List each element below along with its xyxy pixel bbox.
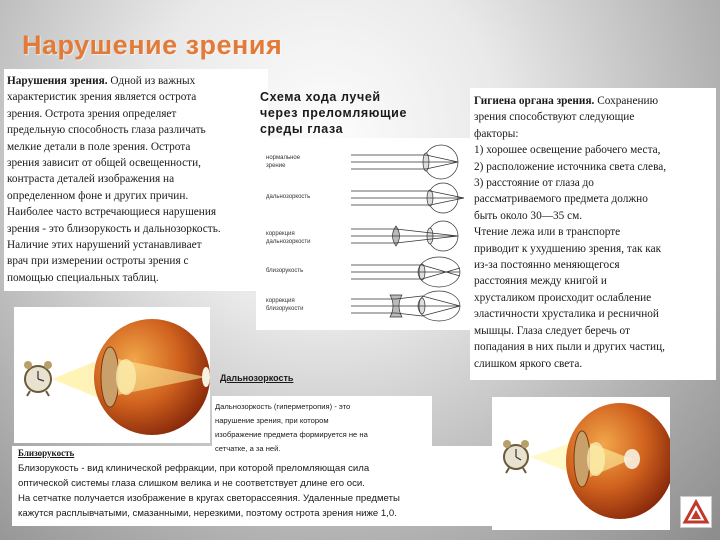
hyperopia-eye-illustration <box>14 307 210 443</box>
text-line: рассматриваемого предмета должно <box>474 193 648 206</box>
schema-title-line: Схема хода лучей <box>260 90 381 104</box>
text-line: эластичности хрусталика и ресничной <box>474 308 659 321</box>
text-line: помощью специальных таблиц. <box>7 271 159 284</box>
text-line: зрения способствуют следующие <box>474 111 635 124</box>
text-line: характеристик зрения является острота <box>7 91 197 104</box>
text-line: слишком яркого света. <box>474 357 583 370</box>
text-line: из-за постоянно меняющегося <box>474 259 620 272</box>
row-label-hyperopia: дальнозоркость <box>266 194 311 200</box>
row-label-myopia-correction-line2: близорукости <box>266 306 304 312</box>
row-label-hyperopia-correction-line2: дальнозоркости <box>266 239 311 245</box>
schema-title-line: через преломляющие <box>260 106 408 120</box>
text-line: мышцы. Глаза следует беречь от <box>474 324 630 337</box>
hyperopia-heading: Дальнозоркость <box>220 373 294 383</box>
triangle-arrow-up-icon <box>681 497 711 527</box>
vision-impairment-text <box>7 73 269 286</box>
text-line: На сетчатке получается изображение в кругах светорассеяния. Удаленные предметы <box>18 493 400 504</box>
eye-hygiene-text <box>474 93 714 372</box>
eye-hygiene-heading: Гигиена органа зрения. <box>474 95 595 107</box>
text-line: оптической системы глаза слишком велика и не соответствует длине его оси. <box>18 478 365 489</box>
text-line: контраста деталей изображения на <box>7 173 175 186</box>
text-line: предельную способность глаза различать <box>7 124 206 137</box>
row-label-myopia-correction-line1: коррекция <box>266 298 295 304</box>
text-line: Наиболее часто встречающиеся нарушения <box>7 206 217 219</box>
text-line: Дальнозоркость (гиперметропия) - это <box>215 402 351 411</box>
text-line: 1) хорошее освещение рабочего места, <box>474 144 661 157</box>
hyperopia-text <box>215 400 430 456</box>
text-line: 3) расстояние от глаза до <box>474 177 594 190</box>
text-line: расстояния между книгой и <box>474 275 607 288</box>
schema-title <box>260 89 450 137</box>
text-line: быть около 30—35 см. <box>474 209 583 222</box>
text-line: Сохранению <box>594 95 659 107</box>
text-line: приводит к ухудшению зрения, так как <box>474 242 662 255</box>
text-line: кажутся расплывчатыми, смазанными, нерезкими, поэтому острота зрения ниже 1,0. <box>18 508 397 519</box>
row-label-hyperopia-correction-line1: коррекция <box>266 231 295 237</box>
text-line: попадания в них пыли и других частиц, <box>474 341 665 354</box>
text-line: изображение предмета формируется не на <box>215 430 368 439</box>
row-label-normal-line2: зрение <box>266 163 286 169</box>
text-line: мелкие детали в поле зрения. Острота <box>7 140 191 153</box>
text-line: определенном фоне и других причин. <box>7 189 189 202</box>
eye-normal <box>351 145 458 179</box>
text-line: Чтение лежа или в транспорте <box>474 226 621 239</box>
text-line: врач при измерении остроты зрения с <box>7 255 189 268</box>
nav-up-button[interactable] <box>680 496 712 528</box>
text-line: Близорукость - вид клинической рефракции, при которой преломляющая сила <box>18 463 370 474</box>
text-line: 2) расположение источника света слева, <box>474 160 667 173</box>
text-line: сетчатке, а за ней. <box>215 444 281 453</box>
eye-hyperopia <box>351 183 464 213</box>
text-line: нарушение зрения, при котором <box>215 416 329 425</box>
eye-hyperopia-correction <box>351 221 458 251</box>
myopia-heading: Близорукость <box>18 448 75 458</box>
row-label-myopia: близорукость <box>266 268 304 274</box>
ray-path-diagram <box>256 138 470 330</box>
schema-title-line: среды глаза <box>260 122 344 136</box>
text-line: зрения - это близорукость и дальнозоркость. <box>7 222 221 235</box>
eye-myopia-correction <box>351 291 460 321</box>
text-line: Наличие этих нарушений устанавливает <box>7 239 202 252</box>
text-line: зрения зависит от общей освещенности, <box>7 157 201 170</box>
myopia-eye-illustration <box>492 397 670 530</box>
text-line: факторы: <box>474 127 519 140</box>
text-line: зрения. Острота зрения определяет <box>7 107 177 120</box>
myopia-text <box>18 461 508 521</box>
text-line: хрусталиком происходит ослабление <box>474 291 652 304</box>
slide-title: Нарушение зрения <box>22 30 283 60</box>
text-line: Одной из важных <box>107 75 196 87</box>
vision-impairment-heading: Нарушения зрения. <box>7 75 108 87</box>
row-label-normal-line1: нормальное <box>266 155 301 161</box>
eye-myopia <box>351 257 460 287</box>
